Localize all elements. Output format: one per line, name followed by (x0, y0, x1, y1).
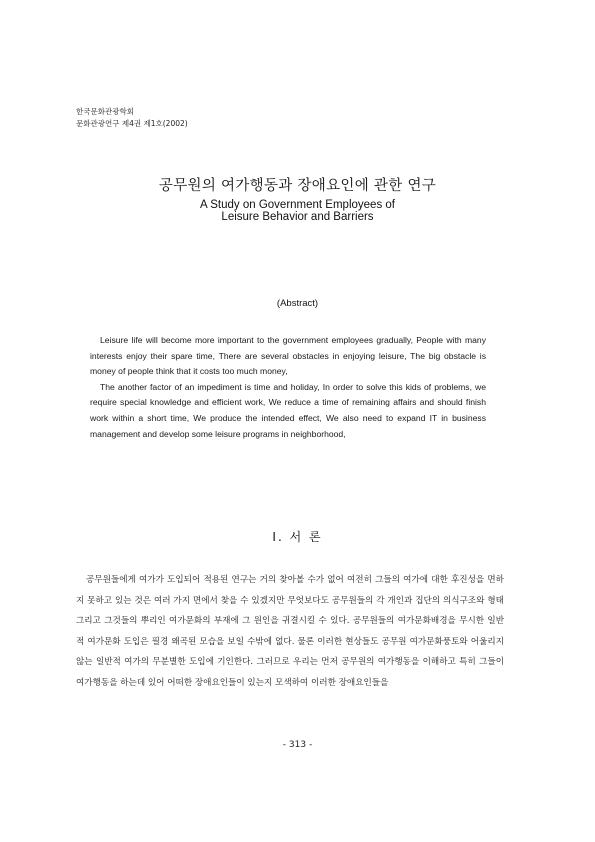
english-title-line-2: Leisure Behavior and Barriers (221, 211, 374, 223)
introduction-paragraph: 공무원들에게 여가가 도입되어 적용된 연구는 거의 찾아볼 수가 없어 여전히 그들의 여가에 대한 후진성을 면하지 못하고 있는 것은 여러 가지 면에서 찾을 수 있겠지만 무엇보다도 공무원들의 각 개인과 집단의 의식구조와 형태 그리고 그것들의 뿌리인 여가문화의 부재에 그 원인을 귀결시킬 수 있다. 공무원들의 여가문화배경을 무시한 일반적 여가문화 도입은 필경 왜곡된 모습을 보일 수밖에 없다. 물론 이러한 현상들도 공무원 여가문화풍토와 어울리지 않는 일반적 여가의 무분별한 도입에 기인한다. 그러므로 우리는 먼저 공무원의 여가행동을 이해하고 특히 그들이 여가행동을 하는데 있어 어떠한 장애요인들이 있는지 모색하여 이러한 장애요인들을 (76, 575, 504, 688)
introduction-body (76, 570, 504, 694)
journal-issue: 문화관광연구 제4권 제1호(2002) (76, 119, 188, 128)
journal-header (76, 106, 188, 130)
abstract-paragraph-1: Leisure life will become more important to the government employees gradually, People with many interests enjoy their spare time, There are several obstacles in enjoying leisure, The big obstacle is money of people think that it costs too much money, (90, 335, 486, 377)
paper-title-korean: 공무원의 여가행동과 장애요인에 관한 연구 (158, 178, 437, 194)
english-title-line-1: A Study on Government Employees of (200, 199, 395, 211)
section-heading-introduction: Ⅰ. 서 론 (272, 530, 323, 544)
paper-title-english (0, 199, 595, 223)
page-number: - 313 - (282, 740, 313, 750)
abstract-body (90, 333, 486, 442)
abstract-paragraph-2: The another factor of an impediment is time and holiday, In order to solve this kids of problems, we require special knowledge and efficient work, We reduce a time of remaining affairs and should finish work within a short time, We produce the intended effect, We also need to expand IT in business management and develop some leisure programs in neighborhood, (90, 381, 486, 439)
abstract-label: (Abstract) (276, 298, 319, 309)
society-name: 한국문화관광학회 (76, 107, 134, 116)
